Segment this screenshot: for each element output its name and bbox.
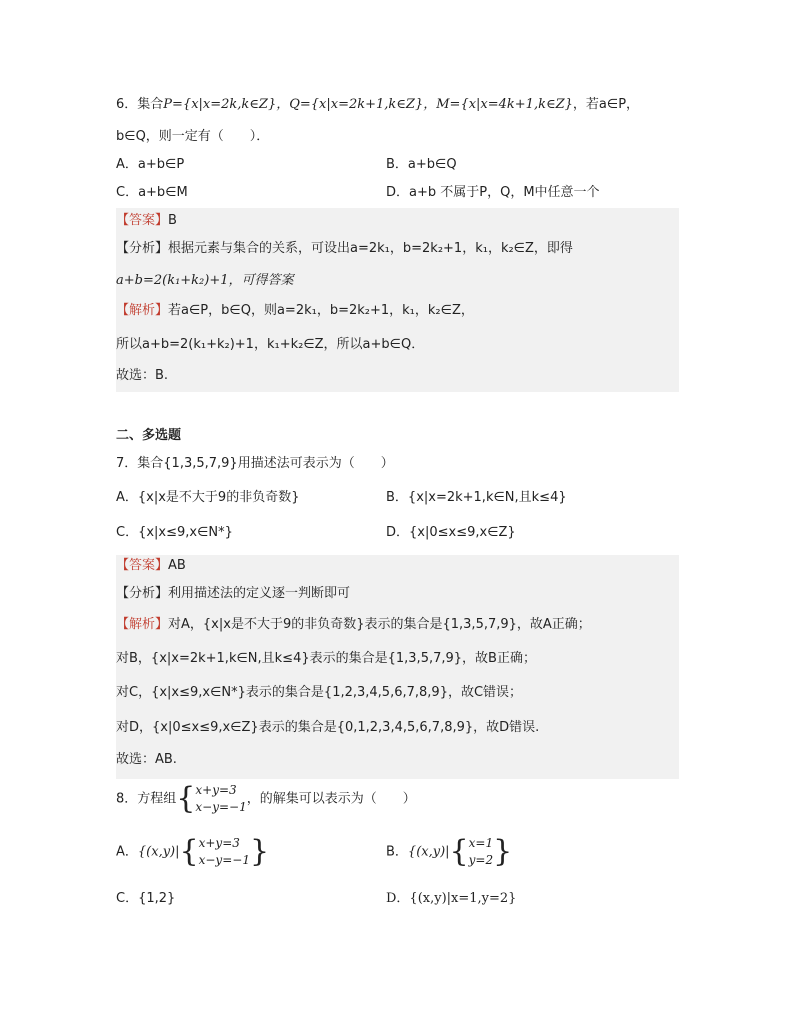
q6-analysis-tag: 【分析】 (116, 241, 169, 256)
q8-option-b-system (469, 835, 493, 869)
q8-stem (116, 782, 416, 817)
q8-option-b (386, 832, 512, 873)
q7-option-a: A．{x|x是不大于9的非负奇数} (116, 490, 300, 505)
q6-solution-line3: 故选：B. (116, 368, 169, 383)
q6-analysis-line1 (116, 240, 573, 258)
q6-answer-tag: 【答案】 (116, 213, 169, 228)
q8-option-b-pair: {(x,y)| (407, 844, 450, 860)
q8-option-a-brace: { (179, 834, 199, 869)
q6-answer-line (116, 212, 177, 230)
q7-answer: AB (168, 558, 186, 573)
q6-analysis-text: 根据元素与集合的关系，可设出a=2k₁，b=2k₂+1，k₁，k₂∈Z，即得 (168, 241, 573, 256)
q7-stem: 7．集合{1,3,5,7,9}用描述法可表示为（ ） (116, 456, 394, 471)
q6-set-Q: ，Q={x|x=2k+1,k∈Z} (276, 97, 424, 112)
q6-stem-tail: ，若a∈P， (572, 97, 640, 112)
q6-solution-line1 (116, 302, 474, 320)
q6-option-d: D．a+b 不属于P，Q，M中任意一个 (386, 185, 600, 200)
q6-answer: B (168, 213, 177, 228)
q7-solution-line2: 对B，{x|x=2k+1,k∈N,且k≤4}表示的集合是{1,3,5,7,9}，故B正确； (116, 651, 536, 666)
q6-solution-box (116, 208, 679, 392)
q8-option-b-eq2: y=2 (468, 853, 494, 867)
q7-solution-line3: 对C，{x|x≤9,x∈N*}表示的集合是{1,2,3,4,5,6,7,8,9}，故C错误； (116, 685, 523, 700)
q8-option-b-label: B． (386, 844, 408, 860)
q8-option-c: C．{1,2} (116, 891, 176, 906)
q7-option-b: B．{x|x=2k+1,k∈N,且k≤4} (386, 490, 567, 505)
q6-option-a: A．a+b∈P (116, 157, 185, 172)
q6-stem-line1 (116, 96, 639, 114)
q8-option-a-eq1: x+y=3 (198, 836, 240, 850)
q7-option-d: D．{x|0≤x≤9,x∈Z} (386, 525, 516, 540)
q6-set-M: ，M={x|x=4k+1,k∈Z} (423, 97, 573, 112)
q8-option-b-eq1: x=1 (468, 836, 494, 850)
q6-number: 6．集合 (116, 97, 164, 112)
q7-solution-tag: 【解析】 (116, 617, 169, 632)
q8-option-a-label: A． (116, 844, 138, 860)
q8-system (195, 782, 246, 816)
q6-set-P: P={x|x=2k,k∈Z} (163, 97, 277, 112)
q8-eq1: x+y=3 (195, 783, 237, 797)
q7-option-c: C．{x|x≤9,x∈N*} (116, 525, 233, 540)
q6-option-b: B．a+b∈Q (386, 157, 457, 172)
q6-solution-text: 若a∈P，b∈Q，则a=2k₁，b=2k₂+1，k₁，k₂∈Z， (168, 303, 474, 318)
q8-option-a (116, 832, 269, 873)
q8-option-a-eq2: x−y=−1 (198, 853, 250, 867)
q8-brace: { (176, 781, 196, 816)
section-heading: 二、多选题 (116, 428, 182, 443)
q7-analysis-line (116, 585, 350, 603)
q6-analysis-line2: a+b=2(k₁+k₂)+1，可得答案 (116, 273, 294, 288)
q7-solution-text: 对A，{x|x是不大于9的非负奇数}表示的集合是{1,3,5,7,9}，故A正确； (168, 617, 591, 632)
q8-eq2: x−y=−1 (195, 800, 247, 814)
q8-option-b-brace: { (449, 834, 469, 869)
q7-analysis-text: 利用描述法的定义逐一判断即可 (168, 586, 351, 601)
q8-option-a-close: } (249, 834, 270, 869)
q7-answer-tag: 【答案】 (116, 558, 169, 573)
q8-option-a-pair: {(x,y)| (137, 844, 180, 860)
q8-option-d: D．{(x,y)|x=1,y=2} (386, 891, 517, 906)
q8-number: 8．方程组 (116, 791, 177, 807)
q7-solution-line1 (116, 616, 591, 634)
q8-option-a-system (199, 835, 250, 869)
q6-solution-line2: 所以a+b=2(k₁+k₂)+1，k₁+k₂∈Z，所以a+b∈Q． (116, 337, 425, 352)
q6-stem-line2: b∈Q，则一定有（ ）． (116, 129, 270, 144)
q7-solution-line5: 故选：AB. (116, 752, 177, 767)
q7-analysis-tag: 【分析】 (116, 586, 169, 601)
q6-option-c: C．a+b∈M (116, 185, 188, 200)
q7-solution-line4: 对D，{x|0≤x≤9,x∈Z}表示的集合是{0,1,2,3,4,5,6,7,8,9}，故D错误. (116, 720, 540, 735)
q8-option-b-close: } (493, 834, 513, 869)
q7-answer-line (116, 557, 186, 575)
q6-solution-tag: 【解析】 (116, 303, 169, 318)
q8-stem-tail: ，的解集可以表示为（ ） (246, 791, 416, 807)
